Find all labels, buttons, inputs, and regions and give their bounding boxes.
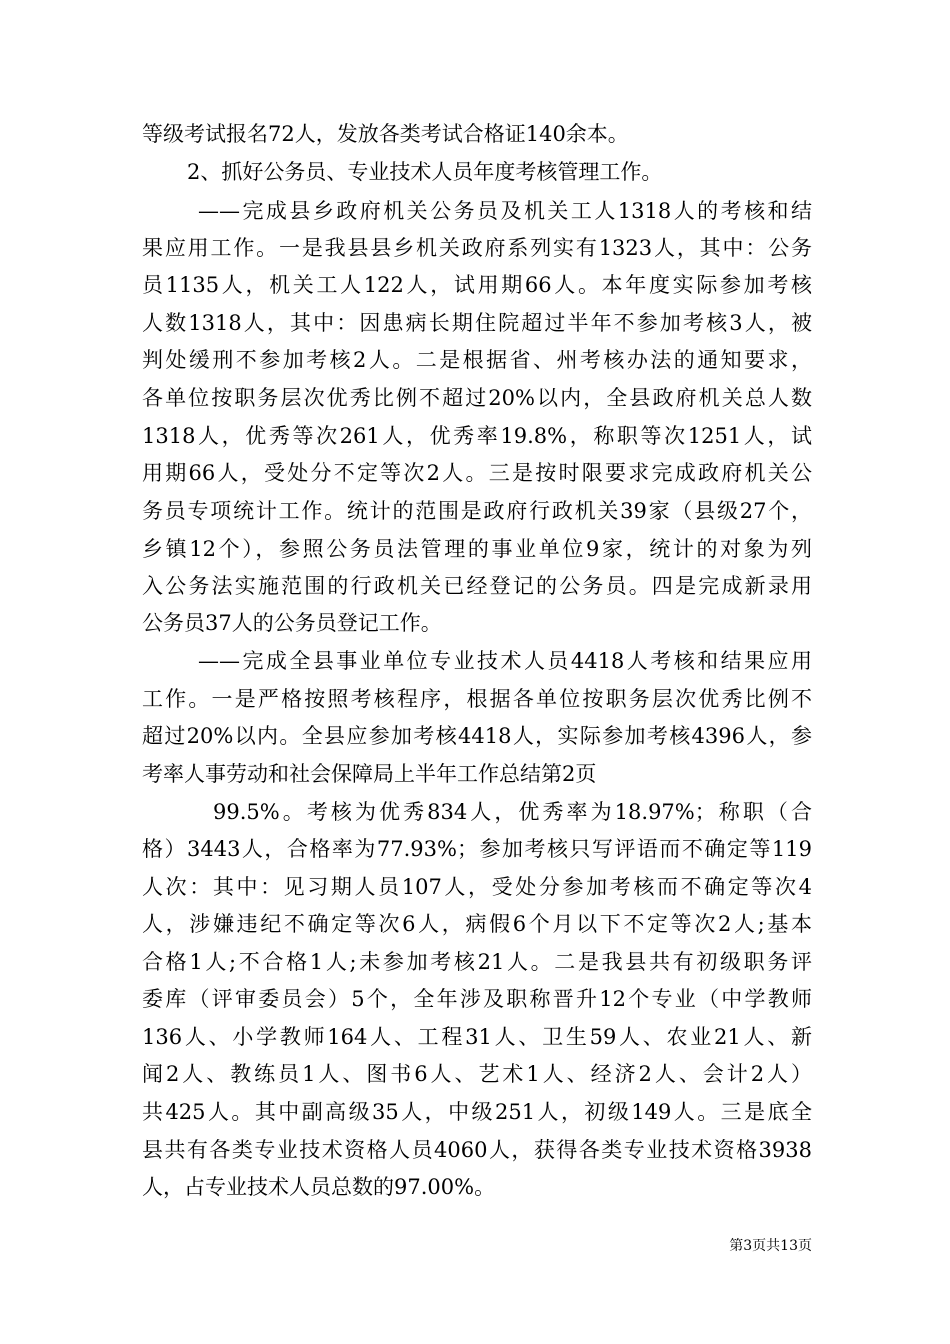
text-line: 等级考试报名72人，发放各类考试合格证140余本。 <box>142 122 629 146</box>
text-line: 人，占专业技术人员总数的97.00%。 <box>142 1175 496 1199</box>
text-line: 各单位按职务层次优秀比例不超过20%以内，全县政府机关总人数 <box>142 386 812 410</box>
text-line: 99.5%。考核为优秀834人，优秀率为18.97%；称职（合 <box>213 800 812 824</box>
text-line: 合格1人;不合格1人;未参加考核21人。二是我县共有初级职务评 <box>142 950 812 974</box>
text-line: 委库（评审委员会）5个，全年涉及职称晋升12个专业（中学教师 <box>142 987 812 1011</box>
text-line: 工作。一是严格按照考核程序，根据各单位按职务层次优秀比例不 <box>142 687 812 711</box>
text-line: 乡镇12个），参照公务员法管理的事业单位9家，统计的对象为列 <box>142 537 812 561</box>
text-line: 共425人。其中副高级35人，中级251人，初级149人。三是底全 <box>142 1100 812 1124</box>
text-line: 人次：其中：见习期人员107人，受处分参加考核而不确定等次4 <box>142 875 812 899</box>
text-line: ——完成全县事业单位专业技术人员4418人考核和结果应用 <box>198 649 812 673</box>
text-line: 果应用工作。一是我县县乡机关政府系列实有1323人，其中：公务 <box>142 236 812 260</box>
text-line: 超过20%以内。全县应参加考核4418人，实际参加考核4396人，参 <box>142 724 812 748</box>
text-line: 判处缓刑不参加考核2人。二是根据省、州考核办法的通知要求， <box>142 348 812 372</box>
text-line: 入公务法实施范围的行政机关已经登记的公务员。四是完成新录用 <box>142 574 812 598</box>
text-line: 人数1318人，其中：因患病长期住院超过半年不参加考核3人，被 <box>142 311 812 335</box>
text-line: 闻2人、教练员1人、图书6人、艺术1人、经济2人、会计2人） <box>142 1062 812 1086</box>
section-heading: 2、抓好公务员、专业技术人员年度考核管理工作。 <box>187 160 663 184</box>
text-line: 员1135人，机关工人122人，试用期66人。本年度实际参加考核 <box>142 273 812 297</box>
text-line: 务员专项统计工作。统计的范围是政府行政机关39家（县级27个， <box>142 499 812 523</box>
text-line: ——完成县乡政府机关公务员及机关工人1318人的考核和结 <box>198 199 812 223</box>
text-line: 县共有各类专业技术资格人员4060人，获得各类专业技术资格3938 <box>142 1138 812 1162</box>
page-number: 第3页共13页 <box>729 1238 812 1254</box>
text-line: 格）3443人，合格率为77.93%；参加考核只写评语而不确定等119 <box>142 837 812 861</box>
text-line: 1318人，优秀等次261人，优秀率19.8%，称职等次1251人，试 <box>142 424 812 448</box>
text-line: 考率人事劳动和社会保障局上半年工作总结第2页 <box>142 762 597 786</box>
text-line: 136人、小学教师164人、工程31人、卫生59人、农业21人、新 <box>142 1025 812 1049</box>
text-line: 用期66人，受处分不定等次2人。三是按时限要求完成政府机关公 <box>142 461 812 485</box>
text-line: 人，涉嫌违纪不确定等次6人，病假6个月以下不定等次2人;基本 <box>142 912 812 936</box>
text-line: 公务员37人的公务员登记工作。 <box>142 611 442 635</box>
